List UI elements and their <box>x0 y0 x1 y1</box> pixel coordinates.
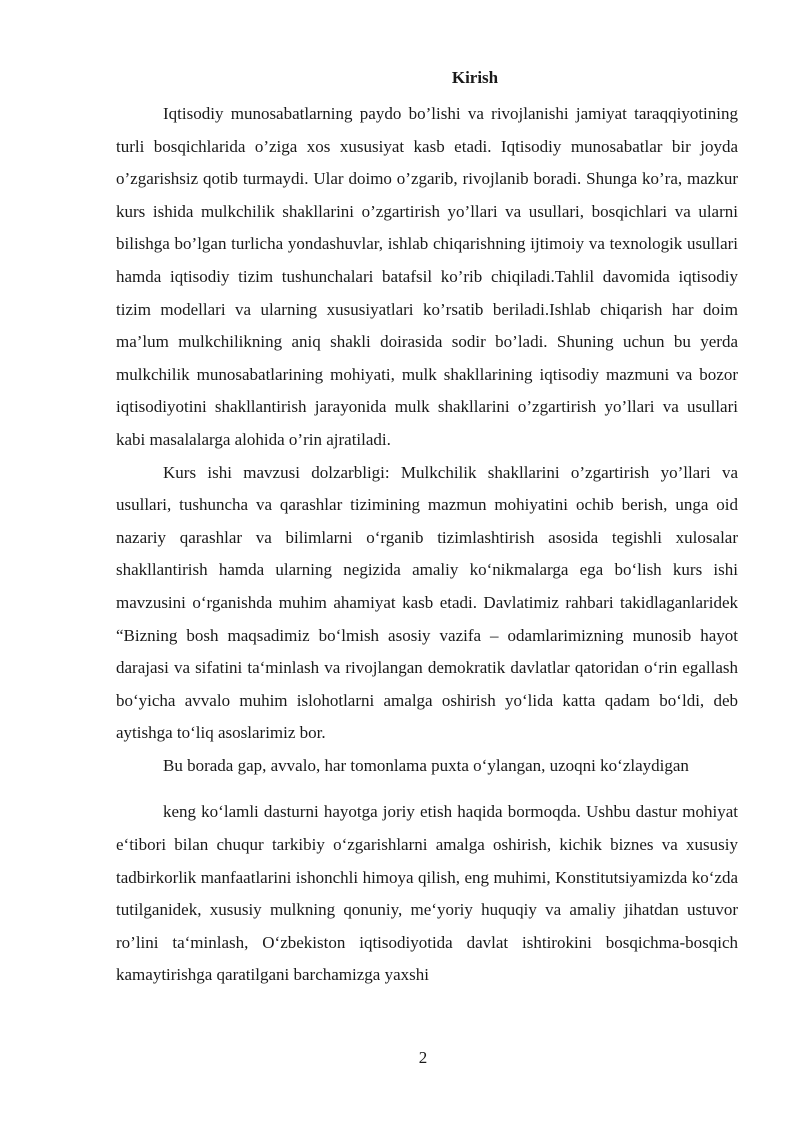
section-title: Kirish <box>451 68 499 87</box>
paragraph-program-continued: keng ko‘lamli dasturni hayotga joriy etish haqida bormoqda. Ushbu dastur mohiyat e‘tibori bilan chuqur tarkibiy o‘zgarishlarni amalga oshirish, kichik biznes va xususiy tadbirkorlik manfaatlarini ishonchli himoya qilish, eng muhimi, Konstitutsiyamizda ko‘zda tutilganidek, xususiy mulkning qonuniy, me‘yoriy huquqiy va amaliy jihatdan ustuvor ro’lini ta‘minlash, O‘zbekiston iqtisodiyotida davlat ishtirokini bosqichma-bosqich kamaytirishga qaratilgani barchamizga yaxshi <box>116 802 738 985</box>
paragraph-program-start: Bu borada gap, avvalo, har tomonlama puxta o‘ylangan, uzoqni ko‘zlaydigan <box>163 755 689 775</box>
paragraph-intro: Iqtisodiy munosabatlarning paydo bo’lishi va rivojlanishi jamiyat taraqqiyotining turli bosqichlarida o’ziga xos xususiyat kasb etadi. Iqtisodiy munosabatlar bir joyda o’zgarishsiz qotib turmaydi. Ular doimo o’zgarib, rivojlanib boradi. Shunga ko’ra, mazkur kurs ishida mulkchilik shakllarini o’zgartirish yo’llari va usullari, bosqichlari va ularni bilishga bo’lgan turlicha yondashuvlar, ishlab chiqarishning ijtimoiy va texnologik usullari hamda iqtisodiy tizim tushunchalari batafsil ko’rib chiqiladi.Tahlil davomida iqtisodiy tizim modellari va ularning xususiyatlari ko’rsatib beriladi.Ishlab chiqarish har doim ma’lum mulkchilikning aniq shakli doirasida sodir bo’ladi. Shuning uchun bu yerda mulkchilik munosabatlarining mohiyati, mulk shakllarining iqtisodiy mazmuni va bozor iqtisodiyotini shakllantirish jarayonida mulk shakllarini o’zgartirish yo’llari va usullari kabi masalalarga alohida o’rin ajratiladi. <box>116 104 738 449</box>
paragraph-relevance: Kurs ishi mavzusi dolzarbligi: Mulkchilik shakllarini o’zgartirish yo’llari va usullari, tushuncha va qarashlar tizimining mazmun mohiyatini ochib berish, unga oid nazariy qarashlar va bilimlarni o‘rganib tizimlashtirish asosida tegishli xulosalar shakllantirish hamda ularning negizida amaliy ko‘nikmalarga ega bo‘lish kurs ishi mavzusini o‘rganishda muhim ahamiyat kasb etadi. Davlatimiz rahbari takidlaganlaridek “Bizning bosh maqsadimiz bo‘lmish asosiy vazifa – odamlarimizning munosib hayot darajasi va sifatini ta‘minlash va rivojlangan demokratik davlatlar qatoridan o‘rin egallash bo‘yicha avvalo muhim islohotlarni amalga oshirish yo‘lida katta qadam bo‘ldi, deb aytishga to‘liq asoslarimiz bor. <box>116 462 738 743</box>
document-page <box>116 66 738 992</box>
page-number: 2 <box>418 1048 428 1067</box>
